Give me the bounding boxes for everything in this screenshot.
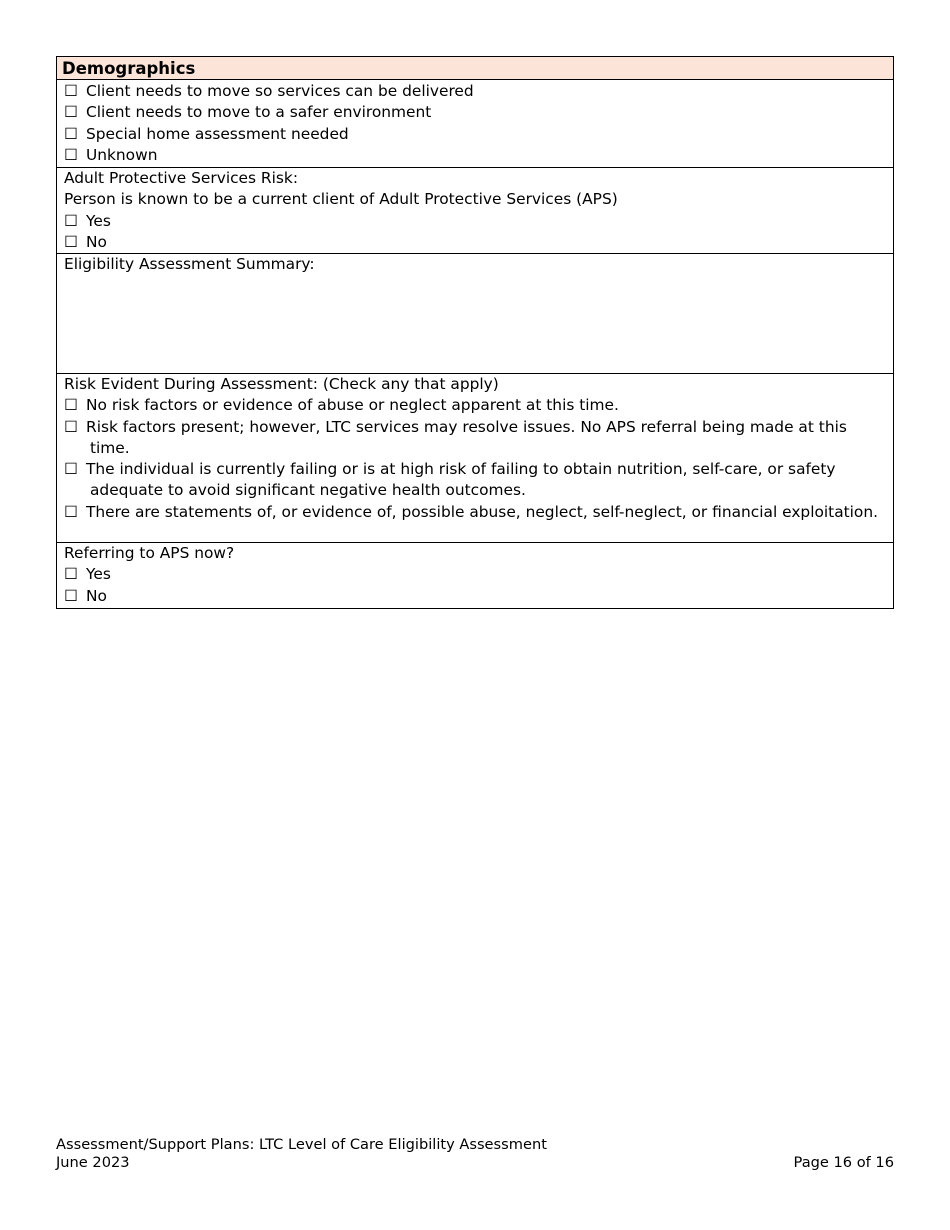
demographics-section bbox=[57, 80, 893, 168]
page-footer bbox=[56, 1136, 894, 1172]
checkbox[interactable]: ☐ bbox=[64, 232, 78, 251]
risk-option[interactable] bbox=[64, 459, 886, 502]
page-number: Page 16 of 16 bbox=[793, 1154, 894, 1171]
risk-option[interactable] bbox=[64, 395, 886, 416]
aps-risk-section bbox=[57, 168, 893, 254]
aps-risk-option-no[interactable] bbox=[64, 232, 886, 253]
referring-option-yes[interactable] bbox=[64, 564, 886, 585]
checkbox[interactable]: ☐ bbox=[64, 124, 78, 143]
footer-date: June 2023 bbox=[56, 1154, 130, 1171]
checkbox[interactable]: ☐ bbox=[64, 460, 78, 479]
option-label: Yes bbox=[86, 211, 111, 230]
option-label: Yes bbox=[86, 565, 111, 584]
checkbox[interactable]: ☐ bbox=[64, 211, 78, 230]
option-label: No bbox=[86, 586, 107, 605]
demographics-option[interactable] bbox=[64, 81, 886, 102]
referring-option-no[interactable] bbox=[64, 586, 886, 607]
risk-evident-section bbox=[57, 374, 893, 543]
risk-evident-title: Risk Evident During Assessment: (Check any that apply) bbox=[64, 375, 499, 393]
aps-risk-title: Adult Protective Services Risk: bbox=[64, 169, 299, 187]
aps-risk-question: Person is known to be a current client of Adult Protective Services (APS) bbox=[64, 190, 618, 209]
option-label: No risk factors or evidence of abuse or neglect apparent at this time. bbox=[86, 396, 619, 415]
option-label: Client needs to move so services can be delivered bbox=[86, 82, 474, 100]
demographics-option[interactable] bbox=[64, 102, 886, 123]
risk-option[interactable] bbox=[64, 417, 886, 460]
demographics-header: Demographics bbox=[57, 57, 893, 80]
demographics-option[interactable] bbox=[64, 145, 886, 166]
checkbox[interactable]: ☐ bbox=[64, 145, 78, 164]
assessment-form-table bbox=[56, 56, 894, 609]
checkbox[interactable]: ☐ bbox=[64, 565, 78, 584]
checkbox[interactable]: ☐ bbox=[64, 586, 78, 605]
option-label: No bbox=[86, 232, 107, 251]
checkbox[interactable]: ☐ bbox=[64, 396, 78, 415]
checkbox[interactable]: ☐ bbox=[64, 417, 78, 436]
risk-option[interactable] bbox=[64, 502, 886, 523]
aps-risk-option-yes[interactable] bbox=[64, 211, 886, 232]
option-label: The individual is currently failing or is at high risk of failing to obtain nutrition, self-care, or safety adequate to avoid significant negative health outcomes. bbox=[86, 460, 836, 500]
referring-section bbox=[57, 543, 893, 608]
option-label: There are statements of, or evidence of, possible abuse, neglect, self-neglect, or financial exploitation. bbox=[86, 502, 879, 521]
referring-title: Referring to APS now? bbox=[64, 544, 235, 562]
summary-label: Eligibility Assessment Summary: bbox=[64, 255, 315, 273]
checkbox[interactable]: ☐ bbox=[64, 103, 78, 122]
option-label: Special home assessment needed bbox=[86, 124, 349, 143]
summary-section[interactable] bbox=[57, 254, 893, 374]
demographics-option[interactable] bbox=[64, 124, 886, 145]
footer-title: Assessment/Support Plans: LTC Level of Care Eligibility Assessment bbox=[56, 1136, 547, 1153]
option-label: Risk factors present; however, LTC services may resolve issues. No APS referral being made at this time. bbox=[86, 417, 847, 457]
option-label: Client needs to move to a safer environment bbox=[86, 103, 432, 122]
checkbox[interactable]: ☐ bbox=[64, 502, 78, 521]
checkbox[interactable]: ☐ bbox=[64, 82, 78, 100]
option-label: Unknown bbox=[86, 145, 158, 164]
